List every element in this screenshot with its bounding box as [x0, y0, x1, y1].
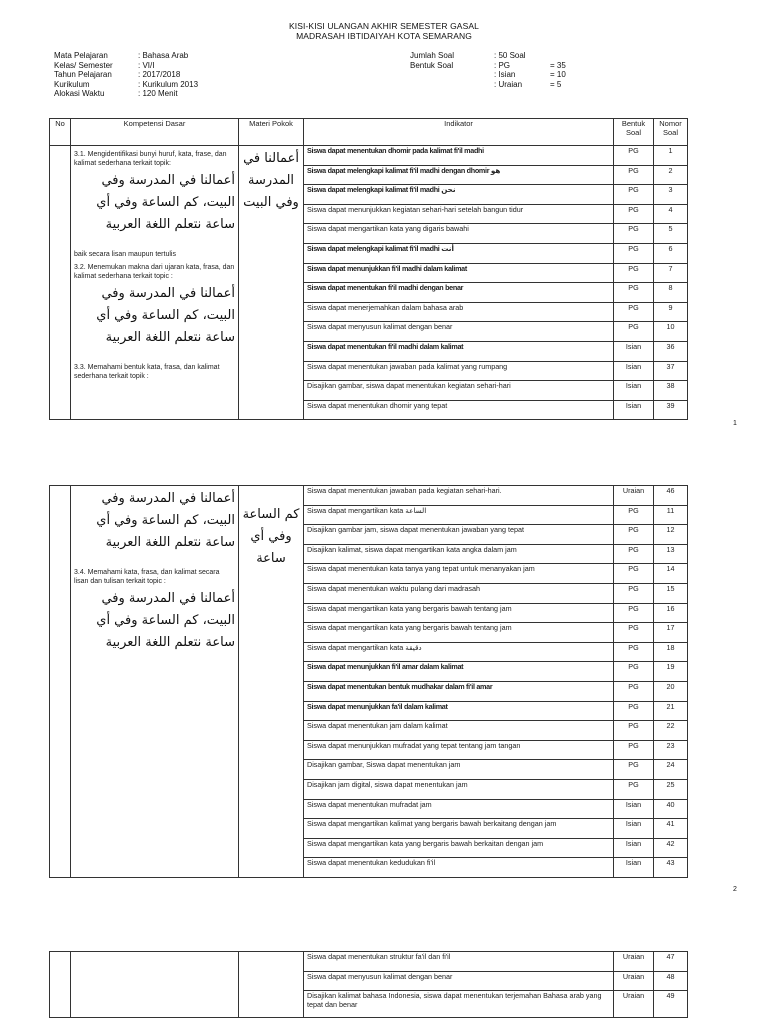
cell-nomor: 4	[654, 204, 688, 224]
kd-arabic: أعمالنا في المدرسة وفي البيت، كم الساعة وفي أي ساعة نتعلم اللغة العربية	[96, 173, 235, 232]
meta-row	[54, 70, 198, 80]
cell-indikator: Siswa dapat menentukan jam dalam kalimat	[304, 721, 614, 741]
document-title-line1: KISI-KISI ULANGAN AKHIR SEMESTER GASAL	[289, 21, 479, 31]
cell-bentuk: Isian	[614, 819, 654, 839]
col-bentuk: Bentuk Soal	[614, 119, 654, 146]
cell-bentuk: PG	[614, 544, 654, 564]
cell-bentuk: PG	[614, 263, 654, 283]
cell-indikator: Siswa dapat menentukan dhomir pada kalimat fi'il madhi	[304, 146, 614, 166]
meta-value: : 120 Menit	[138, 89, 178, 98]
cell-bentuk: PG	[614, 721, 654, 741]
cell-bentuk: PG	[614, 224, 654, 244]
cell-materi	[239, 952, 304, 1018]
cell-nomor: 39	[654, 400, 688, 420]
cell-bentuk: PG	[614, 740, 654, 760]
cell-indikator: Siswa dapat menyusun kalimat dengan benar	[304, 322, 614, 342]
cell-nomor: 24	[654, 760, 688, 780]
cell-nomor: 37	[654, 361, 688, 381]
cell-kd	[71, 952, 239, 1018]
cell-indikator: Siswa dapat mengartikan kata الساعة	[304, 505, 614, 525]
cell-bentuk: Isian	[614, 400, 654, 420]
cell-indikator: Siswa dapat mengartikan kata yang bergaris bawah berkaitan dengan jam	[304, 838, 614, 858]
meta-key: Tahun Pelajaran	[54, 70, 112, 79]
cell-indikator: Siswa dapat menerjemahkan dalam bahasa arab	[304, 302, 614, 322]
kd-text: baik secara lisan maupun tertulis	[74, 251, 176, 258]
cell-bentuk: Isian	[614, 799, 654, 819]
cell-nomor: 19	[654, 662, 688, 682]
col-kd: Kompetensi Dasar	[71, 119, 239, 146]
cell-nomor: 36	[654, 341, 688, 361]
cell-indikator: Siswa dapat menentukan jawaban pada kegiatan sehari-hari.	[304, 486, 614, 506]
cell-bentuk: PG	[614, 302, 654, 322]
cell-nomor: 43	[654, 858, 688, 878]
cell-bentuk: PG	[614, 760, 654, 780]
meta-value: : VI/I	[138, 60, 155, 70]
col-nomor: Nomor Soal	[654, 119, 688, 146]
cell-bentuk: Isian	[614, 381, 654, 401]
cell-indikator: Siswa dapat mengartikan kata yang bergaris bawah tentang jam	[304, 623, 614, 643]
cell-nomor: 11	[654, 505, 688, 525]
cell-no	[50, 486, 71, 878]
cell-bentuk: PG	[614, 681, 654, 701]
meta-row	[410, 80, 566, 90]
cell-bentuk: PG	[614, 603, 654, 623]
meta-left	[54, 51, 198, 99]
meta-key: Jumlah Soal	[410, 51, 455, 60]
cell-nomor: 8	[654, 283, 688, 303]
cell-indikator: Siswa dapat menyusun kalimat dengan benar	[304, 971, 614, 991]
cell-bentuk: PG	[614, 525, 654, 545]
kd-text: 3.1. Mengidentifikasi bunyi huruf, kata, frase, dan kalimat sederhana terkait topik:	[74, 151, 227, 167]
cell-nomor: 13	[654, 544, 688, 564]
cell-indikator: Siswa dapat menentukan bentuk mudhakar dalam fi'il amar	[304, 681, 614, 701]
cell-nomor: 49	[654, 991, 688, 1018]
kd-arabic: أعمالنا في المدرسة وفي البيت، كم الساعة وفي أي ساعة نتعلم اللغة العربية	[96, 286, 235, 345]
cell-bentuk: PG	[614, 146, 654, 166]
meta-row	[410, 70, 566, 80]
cell-indikator: Siswa dapat mengartikan kata دقيقة	[304, 642, 614, 662]
meta-extra: = 35	[550, 60, 566, 70]
meta-extra: = 5	[550, 79, 562, 89]
cell-bentuk: Uraian	[614, 952, 654, 972]
cell-bentuk: Isian	[614, 838, 654, 858]
cell-bentuk: PG	[614, 185, 654, 205]
cell-nomor: 20	[654, 681, 688, 701]
cell-nomor: 18	[654, 642, 688, 662]
page-number: 1	[733, 420, 737, 427]
cell-no	[50, 952, 71, 1018]
cell-indikator: Siswa dapat menentukan dhomir yang tepat	[304, 400, 614, 420]
meta-key: Kelas/ Semester	[54, 60, 113, 70]
cell-nomor: 46	[654, 486, 688, 506]
cell-indikator: Siswa dapat menentukan fi'il madhi dalam kalimat	[304, 341, 614, 361]
cell-indikator: Siswa dapat menentukan waktu pulang dari madrasah	[304, 583, 614, 603]
cell-nomor: 16	[654, 603, 688, 623]
cell-indikator: Siswa dapat menunjukkan mufradat yang tepat tentang jam tangan	[304, 740, 614, 760]
meta-value: : Kurikulum 2013	[138, 79, 199, 89]
cell-indikator: Siswa dapat melengkapi kalimat fi'il madhi dengan dhomir هو	[304, 165, 614, 185]
meta-right	[410, 51, 566, 89]
cell-bentuk: PG	[614, 662, 654, 682]
table-row	[50, 486, 688, 506]
meta-row	[54, 51, 198, 61]
cell-indikator: Disajikan gambar jam, siswa dapat menentukan jawaban yang tepat	[304, 525, 614, 545]
cell-nomor: 1	[654, 146, 688, 166]
cell-nomor: 9	[654, 302, 688, 322]
cell-indikator: Siswa dapat menentukan mufradat jam	[304, 799, 614, 819]
cell-bentuk: PG	[614, 243, 654, 263]
cell-bentuk: PG	[614, 623, 654, 643]
kd-arabic: أعمالنا في المدرسة وفي البيت، كم الساعة وفي أي ساعة نتعلم اللغة العربية	[96, 491, 235, 550]
cell-indikator: Siswa dapat menentukan struktur fa'il dan fi'il	[304, 952, 614, 972]
cell-no	[50, 146, 71, 420]
cell-indikator: Siswa dapat menentukan kata tanya yang tepat untuk menanyakan jam	[304, 564, 614, 584]
meta-key: Alokasi Waktu	[54, 89, 105, 98]
col-materi: Materi Pokok	[239, 119, 304, 146]
cell-bentuk: PG	[614, 204, 654, 224]
cell-nomor: 42	[654, 838, 688, 858]
cell-nomor: 12	[654, 525, 688, 545]
cell-indikator: Disajikan gambar, siswa dapat menentukan kegiatan sehari-hari	[304, 381, 614, 401]
cell-indikator: Siswa dapat menunjukkan fi'il amar dalam kalimat	[304, 662, 614, 682]
cell-nomor: 25	[654, 779, 688, 799]
cell-indikator: Siswa dapat menunjukkan kegiatan sehari-hari setelah bangun tidur	[304, 204, 614, 224]
cell-nomor: 6	[654, 243, 688, 263]
meta-row	[54, 61, 198, 71]
kd-text: 3.2. Menemukan makna dari ujaran kata, frasa, dan kalimat sederhana terkait topic :	[74, 264, 235, 280]
meta-row	[54, 89, 198, 99]
meta-value: : PG	[494, 60, 511, 70]
meta-value: : 50 Soal	[494, 51, 526, 60]
cell-indikator: Siswa dapat menunjukkan fa'il dalam kalimat	[304, 701, 614, 721]
cell-indikator: Siswa dapat mengartikan kalimat yang bergaris bawah berkaitang dengan jam	[304, 819, 614, 839]
meta-key: Kurikulum	[54, 79, 90, 89]
cell-indikator: Siswa dapat menentukan jawaban pada kalimat yang rumpang	[304, 361, 614, 381]
table-row	[50, 146, 688, 166]
cell-indikator: Siswa dapat melengkapi kalimat fi'il madhi أنت	[304, 243, 614, 263]
cell-bentuk: Isian	[614, 341, 654, 361]
cell-bentuk: PG	[614, 779, 654, 799]
cell-indikator: Siswa dapat menentukan kedudukan fi'il	[304, 858, 614, 878]
cell-indikator: Disajikan jam digital, siswa dapat menentukan jam	[304, 779, 614, 799]
meta-value: : Bahasa Arab	[138, 51, 189, 60]
cell-nomor: 7	[654, 263, 688, 283]
cell-nomor: 17	[654, 623, 688, 643]
cell-nomor: 15	[654, 583, 688, 603]
materi-arabic: كم الساعة وفي أي ساعة	[242, 507, 300, 566]
meta-key: Bentuk Soal	[410, 60, 454, 70]
table-row	[50, 952, 688, 972]
cell-bentuk: PG	[614, 583, 654, 603]
cell-nomor: 41	[654, 819, 688, 839]
cell-nomor: 40	[654, 799, 688, 819]
kisi-table-page3	[49, 951, 688, 1018]
cell-indikator: Disajikan kalimat bahasa Indonesia, siswa dapat menentukan terjemahan Bahasa arab yang tepat dan benar	[304, 991, 614, 1018]
cell-nomor: 2	[654, 165, 688, 185]
cell-nomor: 48	[654, 971, 688, 991]
meta-row	[54, 80, 198, 90]
meta-value: : Uraian	[494, 79, 523, 89]
cell-kd	[71, 146, 239, 420]
cell-nomor: 22	[654, 721, 688, 741]
cell-bentuk: PG	[614, 701, 654, 721]
kisi-table-page1	[49, 118, 688, 420]
kd-text: 3.4. Memahami kata, frasa, dan kalimat secara lisan dan tulisan terkait topic :	[74, 569, 220, 585]
cell-indikator: Disajikan gambar, Siswa dapat menentukan jam	[304, 760, 614, 780]
cell-nomor: 47	[654, 952, 688, 972]
kisi-table-page2	[49, 485, 688, 878]
kd-arabic: أعمالنا في المدرسة وفي البيت، كم الساعة وفي أي ساعة نتعلم اللغة العربية	[96, 591, 235, 650]
meta-row	[410, 61, 566, 71]
cell-indikator: Siswa dapat mengartikan kata yang digaris bawahi	[304, 224, 614, 244]
materi-arabic: أعمالنا في المدرسة وفي البيت	[243, 151, 299, 210]
cell-nomor: 23	[654, 740, 688, 760]
cell-nomor: 38	[654, 381, 688, 401]
cell-bentuk: PG	[614, 165, 654, 185]
meta-extra: = 10	[550, 70, 566, 79]
cell-bentuk: PG	[614, 505, 654, 525]
cell-nomor: 10	[654, 322, 688, 342]
meta-key	[410, 70, 494, 80]
cell-bentuk: Uraian	[614, 486, 654, 506]
meta-value: : 2017/2018	[138, 70, 181, 79]
kd-text: 3.3. Memahami bentuk kata, frasa, dan kalimat sederhana terkait topik :	[74, 364, 220, 380]
cell-bentuk: PG	[614, 283, 654, 303]
cell-materi	[239, 146, 304, 420]
meta-key	[410, 80, 494, 90]
col-no: No	[50, 119, 71, 146]
page-number: 2	[733, 886, 737, 893]
cell-kd	[71, 486, 239, 878]
cell-nomor: 14	[654, 564, 688, 584]
cell-nomor: 21	[654, 701, 688, 721]
meta-key: Mata Pelajaran	[54, 51, 108, 60]
cell-indikator: Siswa dapat menunjukkan fi'il madhi dalam kalimat	[304, 263, 614, 283]
cell-bentuk: Isian	[614, 858, 654, 878]
col-indikator: Indikator	[304, 119, 614, 146]
cell-indikator: Siswa dapat melengkapi kalimat fi'il madhi نحن	[304, 185, 614, 205]
meta-value: : Isian	[494, 70, 516, 79]
cell-nomor: 5	[654, 224, 688, 244]
cell-indikator: Siswa dapat mengartikan kata yang bergaris bawah tentang jam	[304, 603, 614, 623]
cell-bentuk: Uraian	[614, 971, 654, 991]
cell-bentuk: PG	[614, 564, 654, 584]
meta-row	[410, 51, 566, 61]
cell-bentuk: Uraian	[614, 991, 654, 1018]
cell-materi	[239, 486, 304, 878]
document-title-line2: MADRASAH IBTIDAIYAH KOTA SEMARANG	[296, 31, 472, 41]
cell-indikator: Siswa dapat menentukan fi'il madhi dengan benar	[304, 283, 614, 303]
cell-nomor: 3	[654, 185, 688, 205]
cell-bentuk: PG	[614, 642, 654, 662]
cell-bentuk: PG	[614, 322, 654, 342]
cell-indikator: Disajikan kalimat, siswa dapat mengartikan kata angka dalam jam	[304, 544, 614, 564]
cell-bentuk: Isian	[614, 361, 654, 381]
